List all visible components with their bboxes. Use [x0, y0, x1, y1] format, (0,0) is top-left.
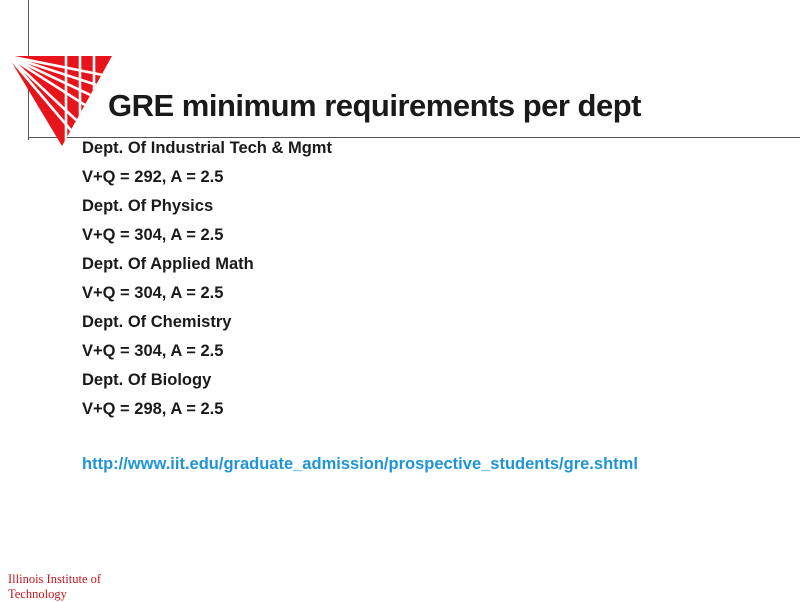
institution-footer: Illinois Institute of Technology [8, 572, 102, 601]
iit-logo-icon [6, 52, 118, 148]
dept-name: Dept. Of Physics [82, 197, 214, 215]
score-line: V+Q = 304, A = 2.5 [82, 342, 224, 360]
gre-info-link[interactable]: http://www.iit.edu/graduate_admission/prospective_students/gre.shtml [82, 455, 638, 473]
slide-title: GRE minimum requirements per dept [108, 88, 641, 123]
dept-name: Dept. Of Applied Math [82, 255, 254, 273]
dept-name: Dept. Of Biology [82, 371, 212, 389]
score-line: V+Q = 298, A = 2.5 [82, 400, 224, 418]
dept-name: Dept. Of Chemistry [82, 313, 232, 331]
score-line: V+Q = 304, A = 2.5 [82, 284, 224, 302]
score-line: V+Q = 292, A = 2.5 [82, 168, 224, 186]
dept-name: Dept. Of Industrial Tech & Mgmt [82, 139, 332, 157]
requirements-list [82, 137, 332, 427]
score-line: V+Q = 304, A = 2.5 [82, 226, 224, 244]
